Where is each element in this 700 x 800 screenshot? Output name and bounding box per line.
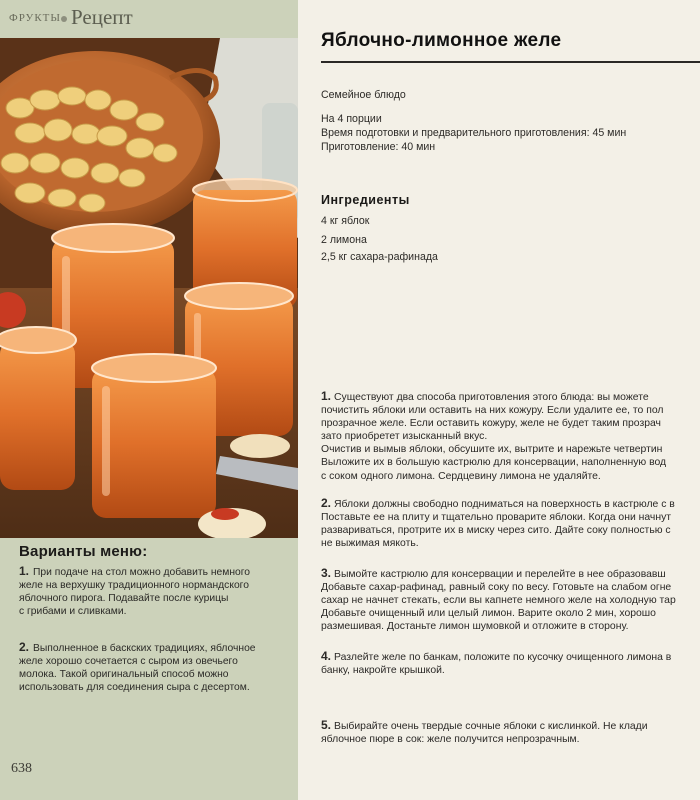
recipe-category: Семейное блюдо: [321, 89, 406, 101]
step-line: Поставьте ее на плиту и тщательно проварите яблоки. Когда они начнут: [321, 512, 672, 524]
bullet-icon: [61, 16, 67, 22]
header-label: Рецепт: [71, 5, 133, 29]
step-line: Очистив и вымыв яблоки, обсушите их, вытрите и нарежьте четвертин: [321, 444, 663, 456]
step-line: развариваться, протрите их в миску через сито. Дайте соку полностью с: [321, 525, 671, 537]
recipe-step: [321, 650, 700, 677]
variant-line: яблочного пирога. Подавайте после курицы: [19, 593, 229, 604]
step-number: 2.: [321, 497, 332, 510]
step-line: Существуют два способа приготовления этого блюда: вы можете: [334, 392, 649, 403]
step-line: Выбирайте очень твердые сочные яблоки с кислинкой. Не клади: [334, 721, 648, 732]
menu-variants-title: Варианты меню:: [19, 543, 148, 560]
step-number: 1.: [321, 390, 332, 403]
step-line: с соком одного лимона. Сердцевину лимона не удаляйте.: [321, 470, 601, 482]
step-line: не выжимая мякоть.: [321, 538, 419, 550]
step-number: 3.: [321, 567, 332, 580]
ingredient-item: 2,5 кг сахара-рафинада: [321, 251, 438, 263]
recipe-servings: На 4 порции: [321, 113, 382, 125]
recipe-step: [321, 719, 700, 746]
variant-line: желе на верхушку традиционного нормандского: [19, 580, 249, 591]
ingredients-title: Ингредиенты: [321, 193, 410, 207]
step-line: яблочное пюре в сок: желе получится непрозрачным.: [321, 734, 580, 746]
step-line: зато приобретет изысканный вкус.: [321, 431, 488, 443]
ingredient-item: 4 кг яблок: [321, 215, 370, 227]
step-line: Яблоки должны свободно подниматься на поверхность в кастрюле с в: [334, 499, 675, 510]
step-line: Разлейте желе по банкам, положите по кусочку очищенного лимона в: [334, 652, 672, 663]
step-number: 4.: [321, 650, 332, 663]
recipe-step: [321, 567, 700, 633]
step-line: Вымойте кастрюлю для консервации и перелейте в нее образовавш: [334, 569, 666, 580]
recipe-title: Яблочно-лимонное желе: [321, 30, 562, 51]
step-line: банку, накройте крышкой.: [321, 665, 445, 677]
step-line: почистить яблоки или оставить на них кожуру. Если удалите ее, то пол: [321, 405, 664, 417]
variant-number: 2.: [19, 640, 30, 654]
menu-variant-item: [19, 565, 287, 618]
step-line: размешивая. Достаньте лимон шумовкой и отложите в сторону.: [321, 621, 629, 633]
step-line: Добавьте сахар-рафинад, равный соку по весу. Готовьте на слабом огне: [321, 582, 672, 594]
variant-line: желе хорошо сочетается с сыром из овечьего: [19, 656, 238, 667]
running-header: [0, 0, 298, 38]
step-line: Добавьте очищенный или целый лимон. Варите около 2 мин, хорошо: [321, 608, 656, 620]
step-line: Выложите их в большую кастрюлю для консервации, наполненную вод: [321, 457, 667, 469]
step-line: сахар не начнет стекать, если вы капнете немного желе на холодную тар: [321, 595, 676, 607]
variant-line: молока. Такой оригинальный способ можно: [19, 669, 229, 680]
recipe-cook-time: Приготовление: 40 мин: [321, 141, 436, 153]
variant-line: При подаче на стол можно добавить немного: [33, 567, 250, 578]
variant-line: с грибами и сливками.: [19, 606, 127, 617]
header-section-name: ФРУКТЫ: [9, 12, 61, 24]
recipe-step: [321, 497, 700, 550]
step-number: 5.: [321, 719, 332, 732]
variant-line: использовать для соединения сыра с десертом.: [19, 682, 250, 693]
recipe-step: [321, 390, 700, 483]
variant-line: Выполненное в баскских традициях, яблочное: [33, 643, 256, 654]
page-number: 638: [11, 761, 32, 776]
variant-number: 1.: [19, 564, 30, 578]
jelly-jars-photo: [0, 38, 298, 538]
ingredient-item: 2 лимона: [321, 234, 367, 246]
menu-variant-item: [19, 641, 287, 694]
title-divider: [321, 61, 700, 63]
recipe-prep-time: Время подготовки и предварительного приготовления: 45 мин: [321, 127, 627, 139]
step-line: прозрачное желе. Если оставить кожуру, желе не будет таким прозрач: [321, 418, 661, 430]
